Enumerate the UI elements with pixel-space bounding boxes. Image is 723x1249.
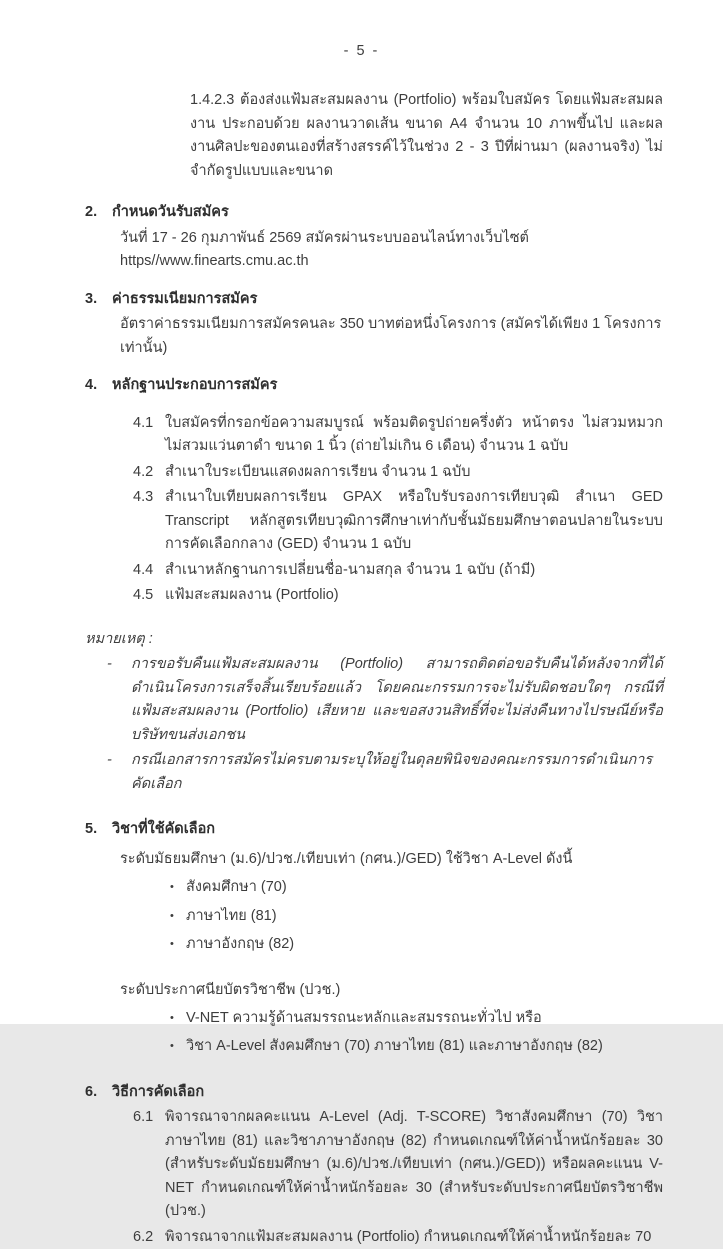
section-application-dates	[85, 201, 663, 273]
list-item	[133, 461, 663, 484]
bullet-icon: •	[170, 938, 174, 951]
list-item	[133, 584, 663, 607]
section-2-number: 2.	[85, 204, 98, 221]
item-4-3-number: 4.3	[133, 489, 154, 506]
list-item	[133, 559, 663, 582]
section-5-title: วิชาที่ใช้คัดเลือก	[112, 821, 216, 838]
subject-vnet: V-NET ความรู้ด้านสมรรถนะหลักและสมรรถนะทั่วไป หรือ	[186, 1009, 542, 1026]
section-3-body: อัตราค่าธรรมเนียมการสมัครคนละ 350 บาทต่อหนึ่งโครงการ (สมัครได้เพียง 1 โครงการเท่านั้น)	[120, 316, 662, 356]
section-3-number: 3.	[85, 290, 98, 307]
note-block	[85, 628, 663, 796]
list-item	[170, 1035, 663, 1058]
subject-english: ภาษาอังกฤษ (82)	[186, 936, 295, 953]
list-item	[170, 933, 663, 956]
section-6-number: 6.	[85, 1083, 98, 1100]
subject-alevel-combo: วิชา A-Level สังคมศึกษา (70) ภาษาไทย (81) และภาษาอังกฤษ (82)	[186, 1038, 603, 1055]
item-4-2-text: สำเนาใบระเบียนแสดงผลการเรียน จำนวน 1 ฉบับ	[165, 463, 471, 480]
group-vocational-bullets	[170, 1007, 663, 1059]
item-4-5-number: 4.5	[133, 587, 154, 604]
section-4-title: หลักฐานประกอบการสมัคร	[112, 377, 278, 394]
item-4-2-number: 4.2	[133, 463, 154, 480]
group-m6-label: ระดับมัธยมศึกษา (ม.6)/ปวช./เทียบเท่า (กศน.)/GED) ใช้วิชา A-Level ดังนี้	[120, 850, 573, 867]
item-4-3-text: สำเนาใบเทียบผลการเรียน GPAX หรือใบรับรองการเทียบวุฒิ สำเนา GED Transcript หลักสูตรเทียบวุฒิการศึกษาเท่ากับชั้นมัธยมศึกษาตอนปลายในระบบการคัดเลือกกลาง (GED) จำนวน 1 ฉบับ	[165, 489, 663, 553]
item-6-2-number: 6.2	[133, 1228, 154, 1245]
section-required-documents	[85, 374, 663, 607]
section-3-title: ค่าธรรมเนียมการสมัคร	[112, 290, 258, 307]
item-6-1-text: พิจารณาจากผลคะแนน A-Level (Adj. T-SCORE) วิชาสังคมศึกษา (70) วิชาภาษาไทย (81) และวิชาภาษาอังกฤษ (82) กำหนดเกณฑ์ให้ค่าน้ำหนักร้อยละ 30 (สำหรับระดับมัธยมศึกษา (ม.6)/ปวช./เทียบเท่า (กศน.)/GED)) หรือผลคะแนน V-NET กำหนดเกณฑ์ให้ค่าน้ำหนักร้อยละ 30 (สำหรับระดับประกาศนียบัตรวิชาชีพ (ปวช.)	[165, 1109, 663, 1220]
list-item	[133, 486, 663, 556]
list-item	[170, 876, 663, 899]
list-item	[133, 1226, 663, 1249]
item-4-4-text: สำเนาหลักฐานการเปลี่ยนชื่อ-นามสกุล จำนวน 1 ฉบับ (ถ้ามี)	[165, 561, 536, 578]
list-item	[170, 905, 663, 928]
note-item	[107, 749, 663, 796]
bullet-icon: •	[170, 909, 174, 922]
dash-bullet: -	[107, 656, 112, 673]
bullet-icon: •	[170, 1011, 174, 1024]
section-selection-method	[85, 1081, 663, 1249]
note-label: หมายเหตุ :	[85, 630, 153, 647]
bullet-icon: •	[170, 1040, 174, 1053]
section-2-body: วันที่ 17 - 26 กุมภาพันธ์ 2569 สมัครผ่านระบบออนไลน์ทางเว็บไซต์ https//www.finearts.cmu.ac.th	[120, 229, 529, 270]
subject-social-studies: สังคมศึกษา (70)	[186, 879, 287, 896]
list-item	[133, 1106, 663, 1223]
bullet-icon: •	[170, 881, 174, 894]
group-vocational-label: ระดับประกาศนียบัตรวิชาชีพ (ปวช.)	[120, 981, 341, 998]
dash-bullet: -	[107, 752, 112, 769]
item-6-1-number: 6.1	[133, 1109, 154, 1126]
section-5-number: 5.	[85, 821, 98, 838]
note-item	[107, 653, 663, 747]
section-6-title: วิธีการคัดเลือก	[112, 1083, 205, 1100]
page-number: - 5 -	[343, 43, 380, 59]
item-4-5-text: แฟ้มสะสมผลงาน (Portfolio)	[165, 587, 339, 604]
section-selection-subjects	[85, 818, 663, 1059]
section-application-fee	[85, 288, 663, 360]
note-item-1-text: การขอรับคืนแฟ้มสะสมผลงาน (Portfolio) สามารถติดต่อขอรับคืนได้หลังจากที่ได้ดำเนินโครงการเสร็จสิ้นเรียบร้อยแล้ว โดยคณะกรรมการจะไม่รับผิดชอบใดๆ กรณีที่แฟ้มสะสมผลงาน (Portfolio) เสียหาย และขอสงวนสิทธิ์ที่จะไม่ส่งคืนทางไปรษณีย์หรือบริษัทขนส่งเอกชน	[131, 656, 663, 743]
clause-1423-paragraph: 1.4.2.3 ต้องส่งแฟ้มสะสมผลงาน (Portfolio) พร้อมใบสมัคร โดยแฟ้มสะสมผลงาน ประกอบด้วย ผลงานวาดเส้น ขนาด A4 จำนวน 10 ภาพขึ้นไป และผลงานศิลปะของตนเองที่สร้างสรรค์ไว้ในช่วง 2 - 3 ปีที่ผ่านมา (ผลงานจริง) ไม่จำกัดรูปแบบและขนาด	[190, 92, 663, 179]
note-item-2-text: กรณีเอกสารการสมัครไม่ครบตามระบุให้อยู่ในดุลยพินิจของคณะกรรมการดำเนินการคัดเลือก	[131, 752, 653, 792]
list-item	[170, 1007, 663, 1030]
section-2-title: กำหนดวันรับสมัคร	[112, 204, 229, 221]
group-m6-bullets	[170, 876, 663, 956]
subject-thai: ภาษาไทย (81)	[186, 907, 277, 924]
item-4-1-number: 4.1	[133, 414, 154, 431]
list-item	[133, 412, 663, 459]
item-6-2-text: พิจารณาจากแฟ้มสะสมผลงาน (Portfolio) กำหนดเกณฑ์ให้ค่าน้ำหนักร้อยละ 70	[165, 1228, 652, 1245]
item-4-1-text: ใบสมัครที่กรอกข้อความสมบูรณ์ พร้อมติดรูปถ่ายครึ่งตัว หน้าตรง ไม่สวมหมวก ไม่สวมแว่นตาดำ ขนาด 1 นิ้ว (ถ่ายไม่เกิน 6 เดือน) จำนวน 1 ฉบับ	[165, 414, 663, 455]
item-4-4-number: 4.4	[133, 561, 154, 578]
section-4-number: 4.	[85, 377, 98, 394]
